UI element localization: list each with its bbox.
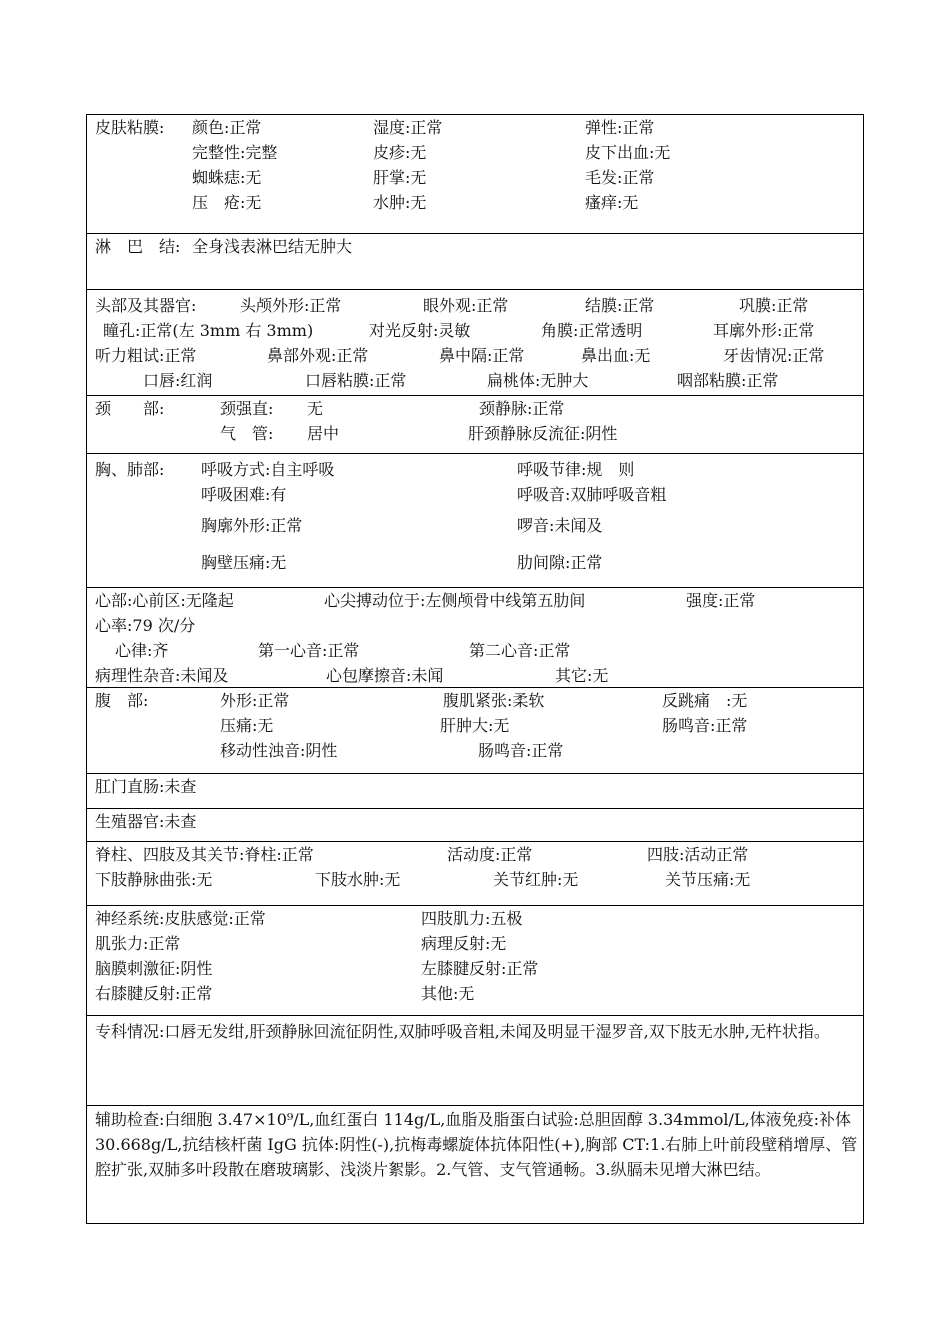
heart-strength: 强度:正常 [686, 591, 756, 610]
heart-rub: 心包摩擦音:未闻 [326, 666, 444, 685]
section-lymph [87, 233, 863, 289]
abdomen-tension: 腹肌紧张:柔软 [443, 691, 545, 710]
abdomen-liver: 肝肿大:无 [440, 716, 510, 735]
nerve-tone: 肌张力:正常 [95, 934, 181, 953]
section-aux [87, 1105, 863, 1223]
spine-limbs: 四肢:活动正常 [647, 845, 749, 864]
abdomen-rebound: 反跳痛 :无 [662, 691, 748, 710]
head-tonsil: 扁桃体:无肿大 [487, 371, 589, 390]
chest-sound: 呼吸音:双肺呼吸音粗 [517, 485, 667, 504]
nerve-sensation: 神经系统:皮肤感觉:正常 [95, 909, 266, 928]
section-abdomen [87, 687, 863, 773]
chest-tenderness: 胸壁压痛:无 [201, 553, 287, 572]
nerve-strength: 四肢肌力:五极 [421, 909, 523, 928]
neck-hjr: 肝颈静脉反流征:阴性 [468, 424, 618, 443]
skin-sore: 压 疮:无 [192, 193, 262, 212]
spine-heading: 脊柱、四肢及其关节:脊柱:正常 [95, 845, 314, 864]
lymph-value: 全身浅表淋巴结无肿大 [192, 237, 353, 256]
head-septum: 鼻中隔:正常 [439, 346, 525, 365]
nerve-other: 其他:无 [421, 984, 475, 1003]
spine-mobility: 活动度:正常 [447, 845, 533, 864]
spine-joint-swelling: 关节红肿:无 [493, 870, 579, 889]
chest-dyspnea: 呼吸困难:有 [201, 485, 287, 504]
section-neck [87, 395, 863, 453]
abdomen-bowel-2: 肠鸣音:正常 [478, 741, 564, 760]
head-hearing: 听力粗试:正常 [95, 346, 197, 365]
abdomen-tenderness: 压痛:无 [220, 716, 274, 735]
head-epistaxis: 鼻出血:无 [581, 346, 651, 365]
skin-elasticity: 弹性:正常 [585, 118, 655, 137]
chest-rhythm: 呼吸节律:规 则 [517, 460, 635, 479]
head-eye: 眼外观:正常 [423, 296, 509, 315]
head-nose: 鼻部外观:正常 [267, 346, 369, 365]
head-skull: 头颅外形:正常 [240, 296, 342, 315]
neck-jugular: 颈静脉:正常 [479, 399, 565, 418]
skin-hemorrhage: 皮下出血:无 [585, 143, 671, 162]
head-lips: 口唇:红润 [143, 371, 213, 390]
section-chest [87, 453, 863, 587]
skin-palm: 肝掌:无 [373, 168, 427, 187]
heart-murmur: 病理性杂音:未闻及 [95, 666, 229, 685]
head-teeth: 牙齿情况:正常 [723, 346, 825, 365]
heart-s2: 第二心音:正常 [469, 641, 571, 660]
section-spine [87, 841, 863, 905]
chest-shape: 胸廓外形:正常 [201, 516, 303, 535]
skin-heading: 皮肤粘膜: [95, 118, 165, 137]
heart-apex: 心尖搏动位于:左侧颅骨中线第五肋间 [324, 591, 586, 610]
abdomen-bowel-1: 肠鸣音:正常 [662, 716, 748, 735]
exam-form [86, 114, 864, 1224]
neck-heading: 颈 部: [95, 399, 165, 418]
section-skin [87, 115, 863, 233]
neck-trachea-value: 居中 [307, 424, 340, 443]
chest-mode: 呼吸方式:自主呼吸 [201, 460, 335, 479]
skin-rash: 皮疹:无 [373, 143, 427, 162]
lymph-heading: 淋 巴 结: [95, 237, 181, 256]
neck-stiff-value: 无 [307, 399, 324, 418]
spine-varicose: 下肢静脉曲张:无 [95, 870, 213, 889]
head-pupil: 瞳孔:正常(左 3mm 右 3mm) [103, 321, 314, 340]
genital-text: 生殖器官:未查 [95, 812, 197, 831]
head-conjunctiva: 结膜:正常 [585, 296, 655, 315]
neck-stiff-label: 颈强直: [220, 399, 274, 418]
heart-rhythm: 心律:齐 [115, 641, 169, 660]
head-sclera: 巩膜:正常 [739, 296, 809, 315]
special-text: 专科情况:口唇无发绀,肝颈静脉回流征阴性,双肺呼吸音粗,未闻及明显干湿罗音,双下肢无水肿,无杵状指。 [95, 1022, 830, 1041]
section-genital [87, 808, 863, 841]
nerve-pathological: 病理反射:无 [421, 934, 507, 953]
section-anus [87, 773, 863, 808]
nerve-right-knee: 右膝腱反射:正常 [95, 984, 213, 1003]
skin-humidity: 湿度:正常 [373, 118, 443, 137]
nerve-meningeal: 脑膜刺激征:阴性 [95, 959, 213, 978]
skin-edema: 水肿:无 [373, 193, 427, 212]
section-nerve [87, 905, 863, 1015]
abdomen-dullness: 移动性浊音:阴性 [220, 741, 338, 760]
heart-precordium: 心部:心前区:无隆起 [95, 591, 234, 610]
skin-hair: 毛发:正常 [585, 168, 655, 187]
chest-intercostal: 肋间隙:正常 [517, 553, 603, 572]
neck-trachea-label: 气 管: [220, 424, 274, 443]
abdomen-heading: 腹 部: [95, 691, 149, 710]
head-cornea: 角膜:正常透明 [541, 321, 643, 340]
nerve-left-knee: 左膝腱反射:正常 [421, 959, 539, 978]
section-heart [87, 587, 863, 687]
skin-spider: 蜘蛛痣:无 [192, 168, 262, 187]
section-special [87, 1015, 863, 1105]
spine-leg-edema: 下肢水肿:无 [315, 870, 401, 889]
head-oral-mucosa: 口唇粘膜:正常 [305, 371, 407, 390]
section-head [87, 289, 863, 395]
head-heading: 头部及其器官: [95, 296, 197, 315]
head-pharynx: 咽部粘膜:正常 [677, 371, 779, 390]
abdomen-shape: 外形:正常 [220, 691, 290, 710]
skin-color: 颜色:正常 [192, 118, 262, 137]
head-auricle: 耳廓外形:正常 [713, 321, 815, 340]
head-light-reflex: 对光反射:灵敏 [369, 321, 471, 340]
skin-itch: 瘙痒:无 [585, 193, 639, 212]
skin-integrity: 完整性:完整 [192, 143, 278, 162]
spine-joint-tenderness: 关节压痛:无 [665, 870, 751, 889]
heart-other: 其它:无 [555, 666, 609, 685]
heart-s1: 第一心音:正常 [258, 641, 360, 660]
chest-rales: 啰音:未闻及 [517, 516, 603, 535]
anus-text: 肛门直肠:未查 [95, 777, 197, 796]
aux-text: 辅助检查:白细胞 3.47×10⁹/L,血红蛋白 114g/L,血脂及脂蛋白试验:总胆固醇 3.34mmol/L,体液免疫:补体 30.668g/L,抗结核杆菌 IgG 抗体:阴性(-),抗梅毒螺旋体抗体阳性(+),胸部 CT:1.右肺上叶前段壁稍增厚、管腔扩张,双肺多叶段散在磨玻璃影、浅淡片絮影。2.气管、支气管通畅。3.纵膈未见增大淋巴结。 [95, 1110, 858, 1179]
chest-heading: 胸、肺部: [95, 460, 165, 479]
heart-rate: 心率:79 次/分 [95, 616, 196, 635]
